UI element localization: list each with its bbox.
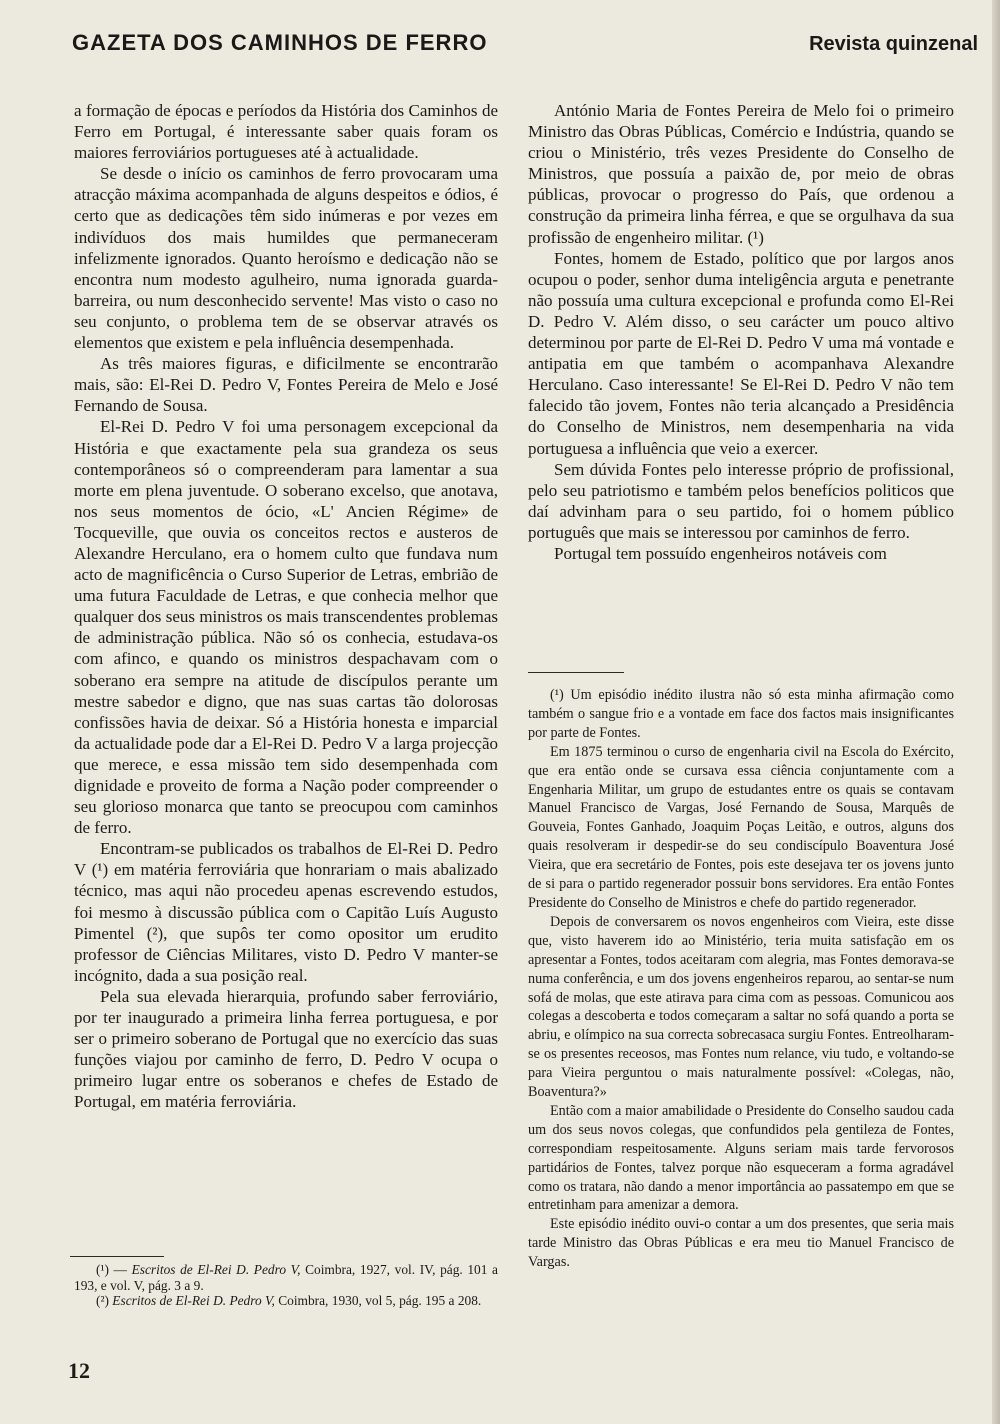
left-paragraph: Encontram-se publicados os trabalhos de El-Rei D. Pedro V (¹) em matéria ferroviária que honrariam o mais abalizado técnico, mas aqui não procedeu apenas escrevendo estudos, foi mesmo à discussão pública com o Capitão Luís Augusto Pimentel (²), que supôs ter como opositor um erudito professor de Ciências Militares, visto D. Pedro V manter-se incógnito, dada a sua posição real. bbox=[74, 839, 498, 985]
left-paragraph: El-Rei D. Pedro V foi uma personagem excepcional da História e que exactamente pela sua grandeza os seus contemporâneos só o compreenderam para lamentar a sua morte em plena juventude. O soberano excelso, que anotava, nos seus momentos de ócio, «L' Ancien Régime» de Tocqueville, que ouvia os conceitos rectos e austeros de Alexandre Herculano, era o homem culto que fundava num acto de magnificência o Curso Superior de Letras, embrião de uma futura Faculdade de Letras, e que conhecia melhor que qualquer dos seus ministros os mais transcendentes problemas de administração pública. Não só os conhecia, estudava-os com afinco, e quando os ministros despachavam com o soberano era sempre na atitude de discípulos perante um mestre sabedor e digno, que nas suas cartas tão dolorosas confissões havia de deixar. Só a História honesta e imparcial da actualidade pode dar a El-Rei D. Pedro V a larga projecção que merece, e essa missão tem sido desempenhada com dignidade e proveito de forma a Nação poder compreender o seu glorioso monarca que tanto se preocupou com caminhos de ferro. bbox=[74, 417, 498, 838]
footnote: (¹) Um episódio inédito ilustra não só esta minha afirmação como também o sangue frio e a vontade em face dos factos mais insignificantes por parte de Fontes. bbox=[528, 687, 954, 741]
right-column bbox=[528, 100, 954, 564]
footnote-divider-left bbox=[70, 1256, 164, 1257]
footnote-divider-right bbox=[528, 672, 624, 673]
right-paragraph: Sem dúvida Fontes pelo interesse próprio de profissional, pelo seu patriotismo e também pelos benefícios politicos que daí advinham para o seu partido, foi o homem público português que mais se interessou por caminhos de ferro. bbox=[528, 459, 954, 542]
right-paragraph: Portugal tem possuído engenheiros notáveis com bbox=[554, 543, 887, 563]
footnote-source: Escritos de El-Rei D. Pedro V, bbox=[112, 1293, 275, 1308]
left-paragraph: a formação de épocas e períodos da História dos Caminhos de Ferro em Portugal, é interessante saber quais foram os maiores ferroviários portugueses até à actualidade. bbox=[74, 101, 498, 163]
footnote: Em 1875 terminou o curso de engenharia civil na Escola do Exército, que era então onde se cursava essa ciência conjuntamente com a Engenharia Militar, um grupo de estudantes entre os quais se contavam Manuel Francisco de Vargas, José Fernando de Sousa, Marquês de Gouveia, Fontes Ganhado, Joaquim Poças Leitão, e outros, alguns dos quais resolveram ir despedir-se do seu condiscípulo Boaventura José Vieira, que era secretário de Fontes, pois este desejava ter os jovens junto de si para o partido regenerador possuir bons servidores. Era então Fontes Presidente do Conselho de Ministros e chefe do partido regenerador. bbox=[528, 743, 954, 911]
right-paragraph: António Maria de Fontes Pereira de Melo foi o primeiro Ministro das Obras Públicas, Comércio e Indústria, quando se criou o Ministério, três vezes Presidente do Conselho de Ministros, que possuía a paixão de, por meio de obras públicas, provocar o progresso do País, que ordenou a construção da primeira linha férrea, e que se orgulhava da sua profissão de engenheiro militar. (¹) bbox=[528, 101, 954, 247]
page-edge bbox=[992, 0, 1000, 1424]
left-column bbox=[74, 100, 498, 1113]
left-paragraph: As três maiores figuras, e dificilmente se encontrarão mais, são: El-Rei D. Pedro V, Fontes Pereira de Melo e José Fernando de Sousa. bbox=[74, 354, 498, 416]
footnote-source: Escritos de El-Rei D. Pedro V, bbox=[131, 1262, 301, 1277]
left-paragraph: Se desde o início os caminhos de ferro provocaram uma atracção máxima acompanhada de alguns despeitos e ódios, é certo que as dedicações têm sido inúmeras e por vezes em indivíduos dos mais humildes que permaneceram infelizmente ignorados. Quanto heroísmo e dedicação não se encontra num modesto agulheiro, numa ignorada guarda-barreira, ou num desconhecido servente! Mas visto o caso no seu conjunto, o problema tem de se observar através os elementos que existem e pela influência desempenhada. bbox=[74, 164, 498, 353]
footnote-detail: Coimbra, 1927, vol. IV, pág. 101 a 193, e vol. V, pág. 3 a 9. bbox=[74, 1262, 499, 1293]
footnote: Então com a maior amabilidade o Presidente do Conselho saudou cada um dos seus novos colegas, que confundidos pela gentileza de Fontes, correspondiam respeitosamente. Alguns seriam mais tarde fervorosos partidários de Fontes, talvez porque não esqueceram a forma agradável como os tratara, não dando a menor importância ao passatempo em que se entretinham para amenizar a demora. bbox=[528, 1102, 954, 1214]
footnote bbox=[74, 1293, 498, 1309]
footnote-marker: (²) bbox=[96, 1293, 109, 1308]
footnote-detail: Coimbra, 1930, vol 5, pág. 195 a 208. bbox=[278, 1293, 482, 1308]
footnote: Este episódio inédito ouvi-o contar a um dos presentes, que seria mais tarde Ministro das Obras Públicas e era meu tio Manuel Francisco de Vargas. bbox=[528, 1216, 954, 1271]
publication-subtitle: Revista quinzenal bbox=[809, 33, 978, 55]
page-number: 12 bbox=[68, 1358, 90, 1383]
footnote: Depois de conversarem os novos engenheiros com Vieira, este disse que, visto haverem ido ao Ministério, teria muita satisfação em os apresentar a Fontes, todos aceitaram com alegria, mas Fontes demorava-se numa conferência, e um dos jovens engenheiros reparou, ao sentar-se num sofá de molas, que este atirava para cima com as pessoas. Comunicou aos colegas a descoberta e todos começaram a saltar no sofá quando a porta se abriu, e olímpico na sua correcta sobrecasaca surgiu Fontes. Entreolharam-se os presentes receosos, mas Fontes num relance, viu tudo, e voltando-se para Vieira perguntou o mais naturalmente possível: «Colegas, não, Boaventura?» bbox=[528, 913, 954, 1101]
footnote bbox=[74, 1262, 498, 1293]
right-paragraph: Fontes, homem de Estado, político que por largos anos ocupou o poder, senhor duma inteligência arguta e penetrante não possuía uma cultura excepcional e profunda como El-Rei D. Pedro V. Além disso, o seu carácter um pouco altivo determinou por parte de El-Rei D. Pedro V uma má vontade e antipatia em que também o acompanhava Alexandre Herculano. Caso interessante! Se El-Rei D. Pedro V não tem falecido tão jovem, Fontes não teria alcançado a Presidência do Conselho de Ministros, nem desempenharia na vida portuguesa a influência que veio a exercer. bbox=[528, 248, 954, 458]
left-footnotes bbox=[74, 1262, 498, 1309]
footnote-marker: (¹) — bbox=[96, 1262, 127, 1277]
left-paragraph: Pela sua elevada hierarquia, profundo saber ferroviário, por ter inaugurado a primeira linha ferrea portuguesa, e por ser o primeiro soberano de Portugal que no exercício das suas funções viajou por caminho de ferro, D. Pedro V ocupa o primeiro lugar entre os soberanos e chefes de Estado de Portugal, em matéria ferroviária. bbox=[74, 986, 498, 1112]
publication-title: GAZETA DOS CAMINHOS DE FERRO bbox=[72, 30, 488, 55]
running-head bbox=[72, 30, 978, 62]
right-footnotes bbox=[528, 686, 954, 1272]
